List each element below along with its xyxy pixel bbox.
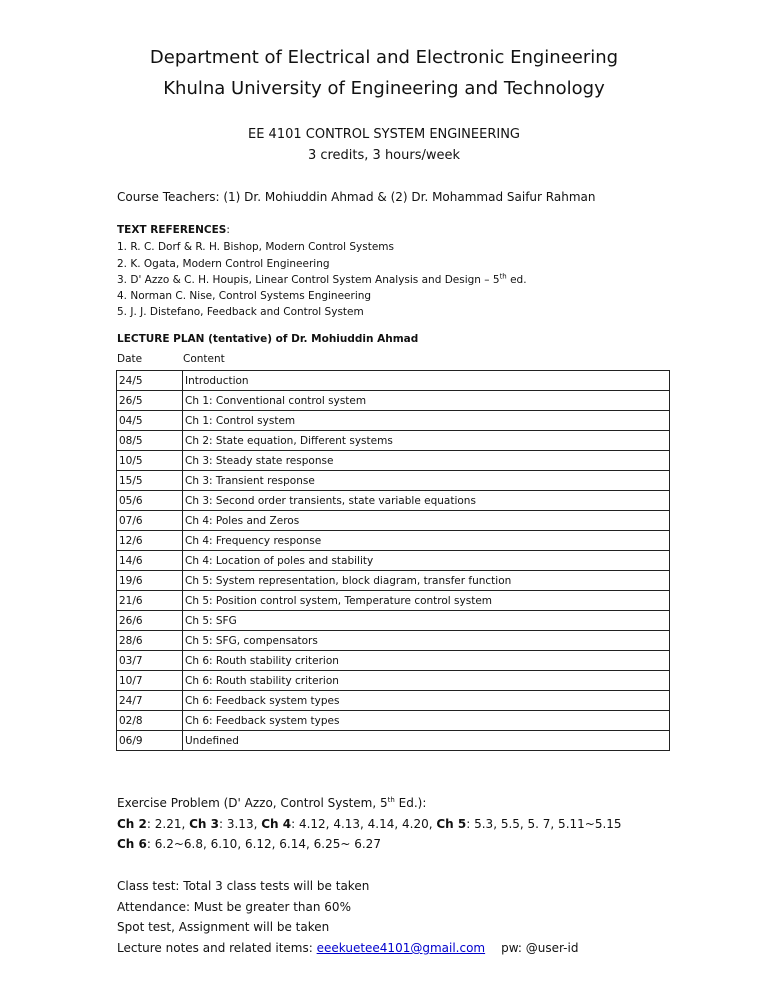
reference-item: 2. K. Ogata, Modern Control Engineering: [117, 258, 330, 270]
row-content: Ch 5: SFG: [183, 611, 670, 631]
row-content: Ch 2: State equation, Different systems: [183, 431, 670, 451]
row-date: 26/6: [117, 611, 183, 631]
row-content: Ch 3: Steady state response: [183, 451, 670, 471]
course-teachers: Course Teachers: (1) Dr. Mohiuddin Ahmad & (2) Dr. Mohammad Saifur Rahman: [117, 190, 596, 204]
row-content: Ch 6: Routh stability criterion: [183, 651, 670, 671]
row-date: 02/8: [117, 711, 183, 731]
table-row: [117, 371, 670, 391]
table-row: [117, 571, 670, 591]
row-date: 19/6: [117, 571, 183, 591]
table-row: [117, 471, 670, 491]
row-content: Ch 4: Poles and Zeros: [183, 511, 670, 531]
row-content: Ch 3: Second order transients, state variable equations: [183, 491, 670, 511]
attendance-note: Attendance: Must be greater than 60%: [117, 900, 351, 914]
row-content: Ch 5: SFG, compensators: [183, 631, 670, 651]
row-content: Ch 6: Routh stability criterion: [183, 671, 670, 691]
exercise-line-1: Ch 2: 2.21, Ch 3: 3.13, Ch 4: 4.12, 4.13, 4.14, 4.20, Ch 5: 5.3, 5.5, 5. 7, 5.11~5.15: [117, 817, 622, 831]
table-row: [117, 691, 670, 711]
table-row: [117, 411, 670, 431]
text-references-heading: TEXT REFERENCES:: [117, 224, 230, 236]
row-date: 08/5: [117, 431, 183, 451]
row-content: Ch 1: Control system: [183, 411, 670, 431]
table-row: [117, 651, 670, 671]
row-date: 10/5: [117, 451, 183, 471]
exercise-heading: Exercise Problem (D' Azzo, Control System, 5th Ed.):: [117, 796, 427, 810]
table-row: [117, 451, 670, 471]
email-link[interactable]: eeekuetee4101@gmail.com: [316, 941, 486, 955]
course-title: EE 4101 CONTROL SYSTEM ENGINEERING: [247, 127, 520, 142]
table-row: [117, 431, 670, 451]
table-row: [117, 631, 670, 651]
row-date: 12/6: [117, 531, 183, 551]
row-date: 24/7: [117, 691, 183, 711]
row-content: Ch 6: Feedback system types: [183, 711, 670, 731]
table-row: [117, 671, 670, 691]
row-content: Ch 1: Conventional control system: [183, 391, 670, 411]
class-test-note: Class test: Total 3 class tests will be taken: [117, 879, 370, 893]
row-date: 24/5: [117, 371, 183, 391]
exercise-line-2: Ch 6: 6.2~6.8, 6.10, 6.12, 6.14, 6.25~ 6.27: [117, 837, 381, 851]
column-header-date: Date: [117, 353, 143, 365]
row-content: Ch 4: Location of poles and stability: [183, 551, 670, 571]
row-date: 21/6: [117, 591, 183, 611]
table-row: [117, 531, 670, 551]
lecture-notes-line: Lecture notes and related items: eeekuetee4101@gmail.com pw: @user-id: [117, 941, 579, 955]
reference-item: 4. Norman C. Nise, Control Systems Engineering: [117, 290, 372, 302]
row-date: 07/6: [117, 511, 183, 531]
table-row: [117, 591, 670, 611]
row-date: 15/5: [117, 471, 183, 491]
table-row: [117, 551, 670, 571]
row-date: 03/7: [117, 651, 183, 671]
row-date: 06/9: [117, 731, 183, 751]
department-title: Department of Electrical and Electronic Engineering: [149, 47, 619, 68]
table-row: [117, 511, 670, 531]
row-content: Undefined: [183, 731, 670, 751]
table-row: [117, 491, 670, 511]
row-date: 05/6: [117, 491, 183, 511]
row-content: Introduction: [183, 371, 670, 391]
row-content: Ch 5: Position control system, Temperature control system: [183, 591, 670, 611]
row-content: Ch 6: Feedback system types: [183, 691, 670, 711]
row-date: 10/7: [117, 671, 183, 691]
lecture-plan-table: [116, 370, 670, 751]
table-row: [117, 611, 670, 631]
row-date: 26/5: [117, 391, 183, 411]
table-row: [117, 731, 670, 751]
spot-test-note: Spot test, Assignment will be taken: [117, 920, 330, 934]
row-content: Ch 5: System representation, block diagram, transfer function: [183, 571, 670, 591]
row-date: 14/6: [117, 551, 183, 571]
column-header-content: Content: [183, 353, 225, 365]
reference-item: 5. J. J. Distefano, Feedback and Control System: [117, 306, 364, 318]
row-content: Ch 3: Transient response: [183, 471, 670, 491]
course-credits: 3 credits, 3 hours/week: [307, 148, 461, 163]
university-title: Khulna University of Engineering and Technology: [163, 78, 605, 99]
reference-item: 1. R. C. Dorf & R. H. Bishop, Modern Control Systems: [117, 241, 394, 253]
row-date: 28/6: [117, 631, 183, 651]
row-content: Ch 4: Frequency response: [183, 531, 670, 551]
lecture-plan-heading: LECTURE PLAN (tentative) of Dr. Mohiuddin Ahmad: [117, 333, 419, 345]
table-row: [117, 711, 670, 731]
reference-item: 3. D' Azzo & C. H. Houpis, Linear Control System Analysis and Design – 5th ed.: [117, 272, 527, 286]
row-date: 04/5: [117, 411, 183, 431]
table-row: [117, 391, 670, 411]
password-hint: pw: @user-id: [501, 941, 579, 955]
